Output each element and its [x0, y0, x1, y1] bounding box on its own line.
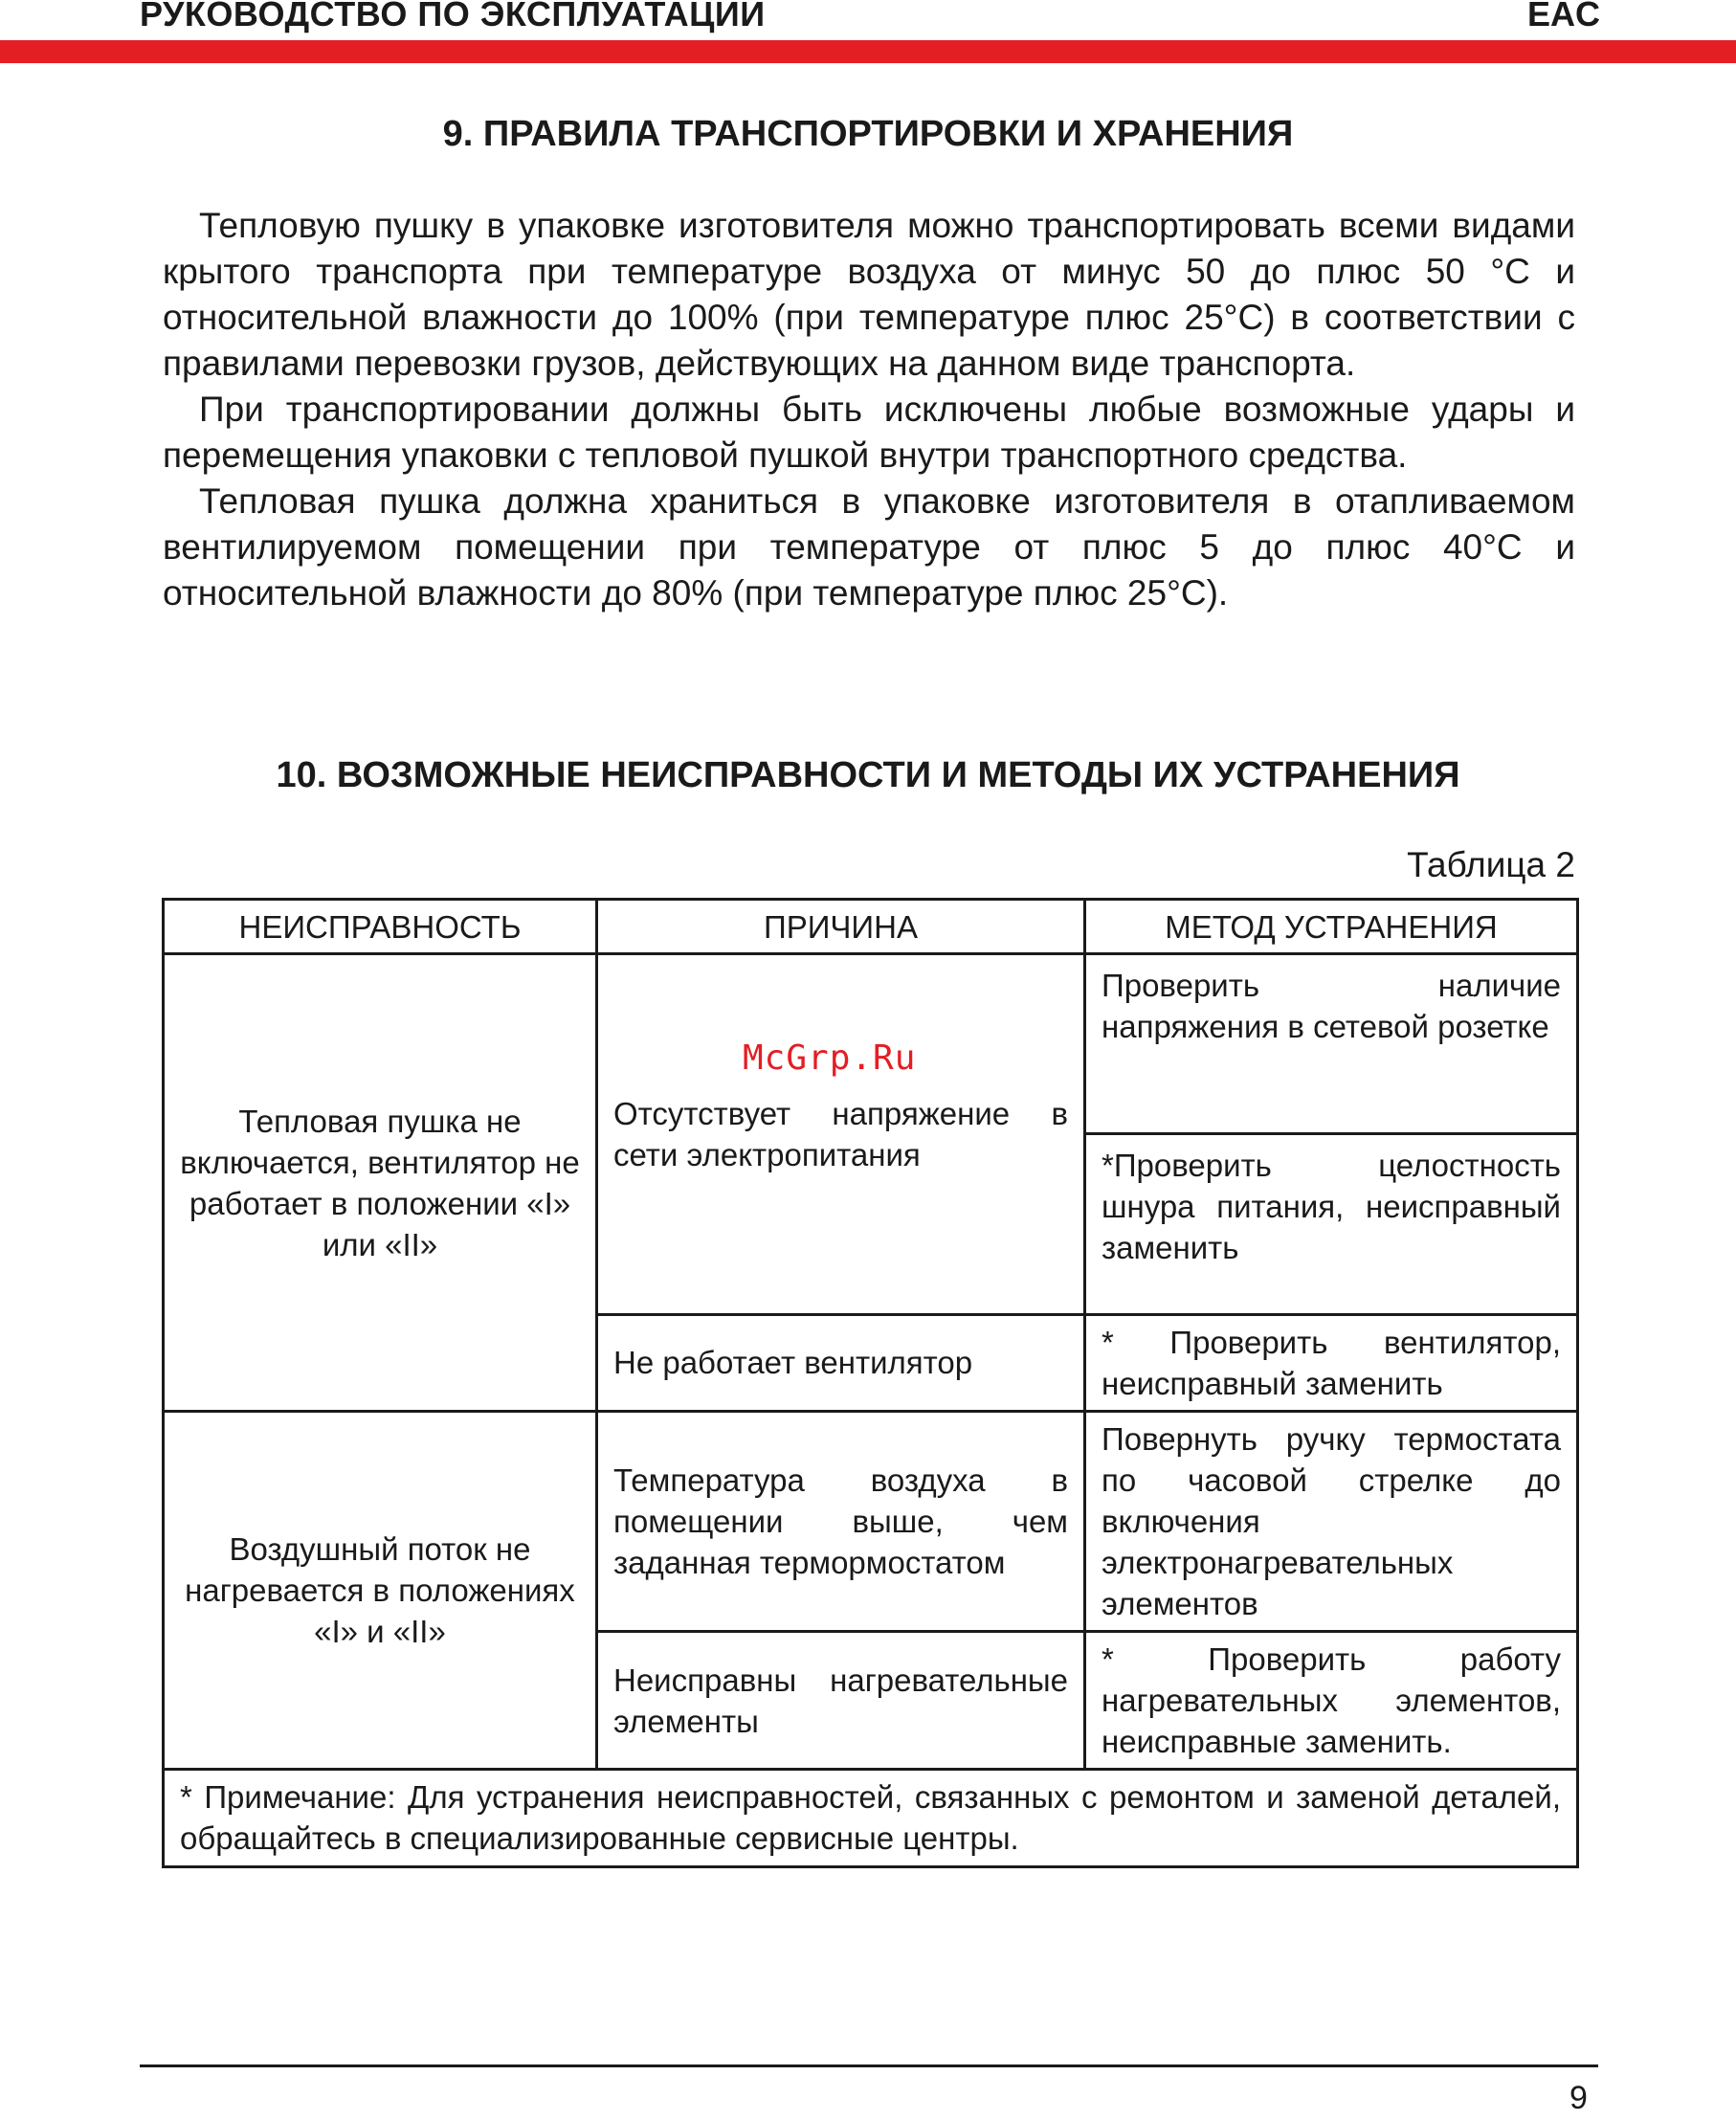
- table-note-row: [164, 1769, 1578, 1866]
- method-cell: * Проверить вентилятор, неисправный заменить: [1085, 1314, 1578, 1411]
- section-10-title: 10. ВОЗМОЖНЫЕ НЕИСПРАВНОСТИ И МЕТОДЫ ИХ УСТРАНЕНИЯ: [276, 755, 1460, 795]
- eac-mark: EAC: [1527, 0, 1601, 33]
- paragraph: Тепловая пушка должна храниться в упаковке изготовителя в отапливаемом вентилируемом помещении при температуре от плюс 5 до плюс 40°С и относительной влажности до 80% (при температуре плюс 25°С).: [163, 481, 1575, 613]
- paragraph: При транспортировании должны быть исключены любые возможные удары и перемещения упаковки с тепловой пушкой внутри транспортного средства.: [163, 390, 1575, 475]
- cause-cell: Неисправны нагревательные элементы: [597, 1632, 1085, 1769]
- table-header-row: [164, 900, 1578, 954]
- method-cell: Повернуть ручку термостата по часовой стрелке до включения электронагревательных элементов: [1085, 1412, 1578, 1632]
- cause-cell: Температура воздуха в помещении выше, чем заданная термормостатом: [597, 1412, 1085, 1632]
- section-9-text: [163, 203, 1575, 616]
- watermark: McGrp.Ru: [743, 1038, 917, 1078]
- header-red-bar: [0, 40, 1736, 63]
- manual-title: РУКОВОДСТВО ПО ЭКСПЛУАТАЦИИ: [140, 0, 766, 33]
- method-cell: * Проверить работу нагревательных элементов, неисправные заменить.: [1085, 1632, 1578, 1769]
- section-9-title: 9. ПРАВИЛА ТРАНСПОРТИРОВКИ И ХРАНЕНИЯ: [442, 114, 1294, 154]
- paragraph: Тепловую пушку в упаковке изготовителя можно транспортировать всеми видами крытого транспорта при температуре воздуха от минус 50 до плюс 50 °С и относительной влажности до 100% (при температуре плюс 25°С) в соответствии с правилами перевозки грузов, действующих на данном виде транспорта.: [163, 206, 1575, 383]
- page-header: [0, 0, 1736, 34]
- header-cause: ПРИЧИНА: [597, 900, 1085, 954]
- fault-cell: Воздушный поток не нагревается в положениях «I» и «II»: [164, 1412, 597, 1770]
- table-row: [164, 1412, 1578, 1632]
- table-note: * Примечание: Для устранения неисправностей, связанных с ремонтом и заменой деталей, обращайтесь в специализированные сервисные центры.: [164, 1769, 1578, 1866]
- page-number: 9: [1569, 2080, 1588, 2116]
- method-cell: Проверить наличие напряжения в сетевой розетке: [1085, 954, 1578, 1134]
- fault-cell: Тепловая пушка не включается, вентилятор не работает в положении «I» или «II»: [164, 954, 597, 1412]
- table-caption: Таблица 2: [1407, 845, 1575, 884]
- cause-cell: Отсутствует напряжение в сети электропитания: [597, 954, 1085, 1315]
- cause-cell: Не работает вентилятор: [597, 1314, 1085, 1411]
- header-method: МЕТОД УСТРАНЕНИЯ: [1085, 900, 1578, 954]
- method-cell: *Проверить целостность шнура питания, неисправный заменить: [1085, 1134, 1578, 1314]
- header-fault: НЕИСПРАВНОСТЬ: [164, 900, 597, 954]
- footer-rule: [140, 2064, 1598, 2067]
